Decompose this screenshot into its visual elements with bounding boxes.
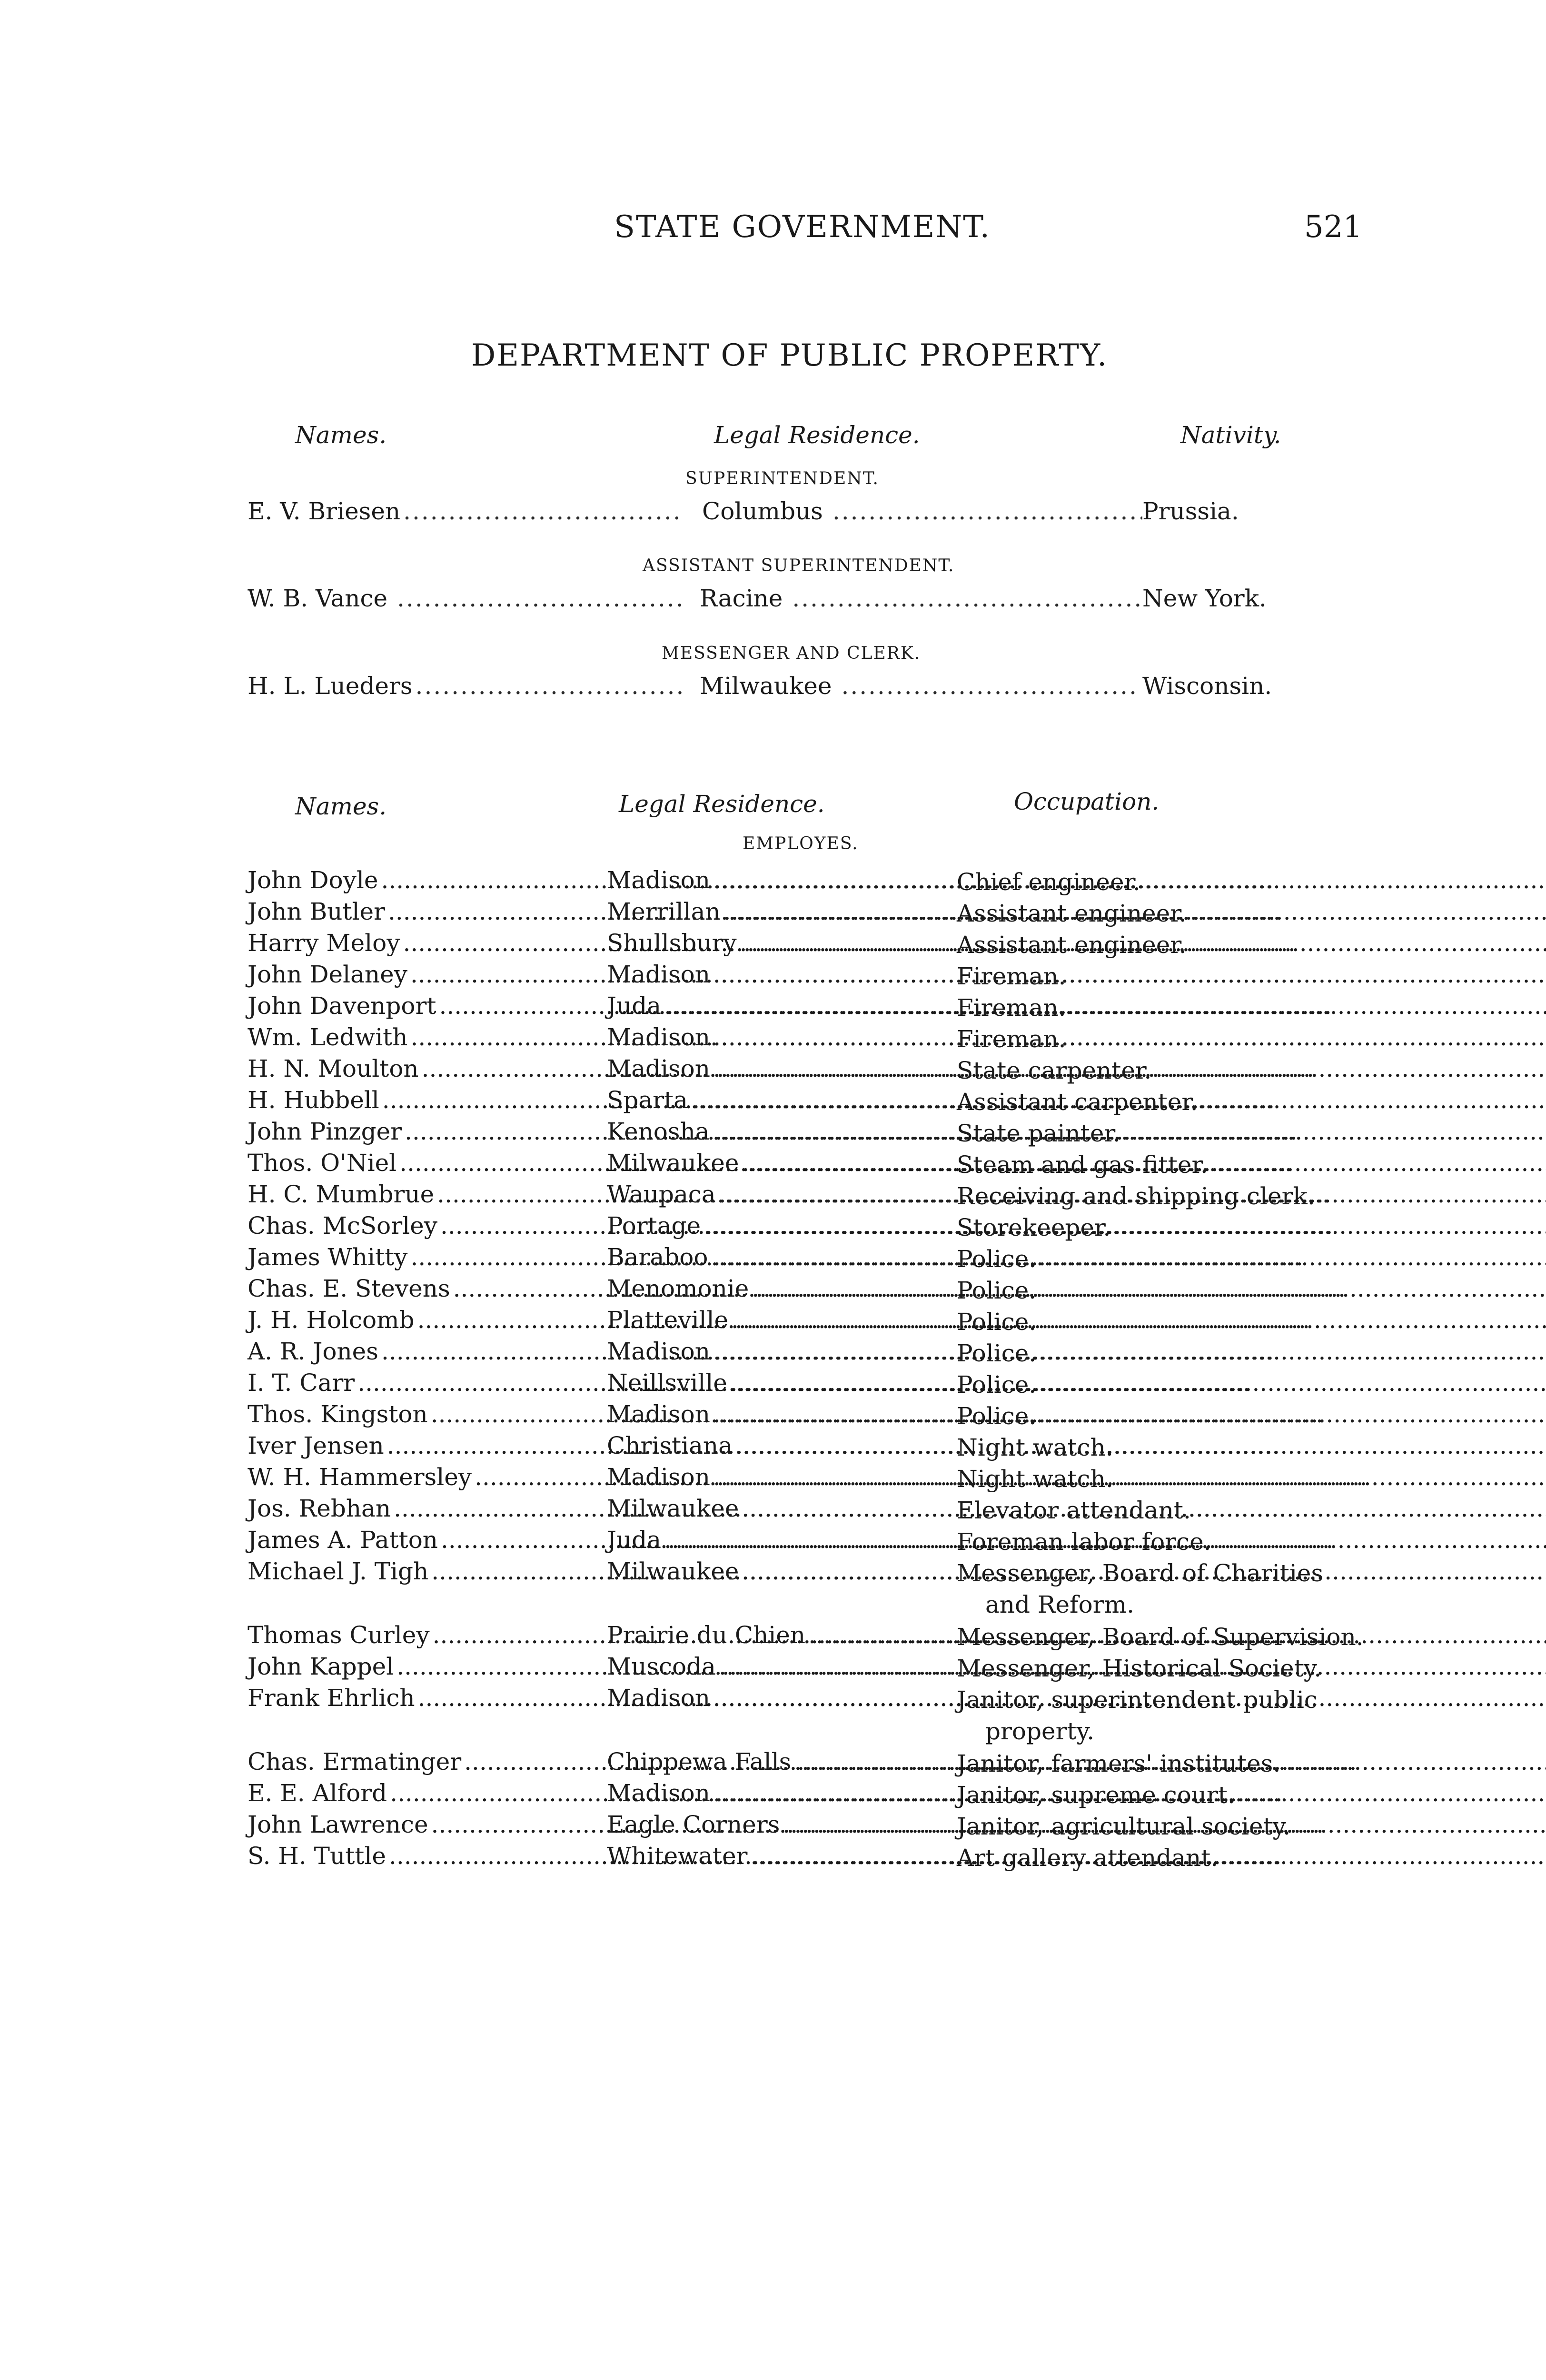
employee-name: James Whitty <box>248 1243 408 1271</box>
table-row <box>0 898 1546 929</box>
employee-residence: Juda <box>607 992 662 1020</box>
employee-occupation: Receiving and shipping clerk. <box>957 1182 1315 1210</box>
department-title: DEPARTMENT OF PUBLIC PROPERTY. <box>471 338 1108 373</box>
officer-row <box>0 672 1546 703</box>
employee-name: John Doyle <box>248 866 378 894</box>
employee-residence: Madison. <box>607 1023 718 1051</box>
employee-occupation: State carpenter. <box>957 1057 1152 1084</box>
table-row <box>0 1684 1546 1748</box>
officer-residence: Racine <box>700 585 783 612</box>
employee-name: J. H. Holcomb <box>248 1306 415 1334</box>
officer-nativity: New York. <box>1142 585 1267 612</box>
employee-residence: Christiana <box>607 1432 733 1459</box>
page-number: 521 <box>1304 209 1363 245</box>
table-row <box>0 1086 1546 1118</box>
employes-col-residence: Legal Residence. <box>619 790 825 818</box>
table-row <box>0 1306 1546 1338</box>
employee-residence: Muscoda <box>607 1653 716 1680</box>
employee-residence: Milwaukee <box>607 1495 739 1522</box>
employee-name: Thomas Curley <box>248 1621 430 1649</box>
employee-occupation-continued: and Reform. <box>985 1591 1134 1618</box>
employee-name: Chas. E. Stevens <box>248 1275 450 1302</box>
officers-col-nativity: Nativity. <box>1180 421 1281 449</box>
employee-occupation: Messenger, Board of Charities <box>957 1559 1324 1587</box>
table-row <box>0 1748 1546 1779</box>
table-row <box>0 1621 1546 1653</box>
officer-residence: Milwaukee <box>700 672 832 700</box>
employee-name: Wm. Ledwith <box>248 1023 408 1051</box>
officer-name: E. V. Briesen <box>248 497 401 525</box>
table-row <box>0 1432 1546 1463</box>
officer-row <box>0 497 1546 528</box>
section-heading-assistant-superintendent: ASSISTANT SUPERINTENDENT. <box>643 556 955 575</box>
employee-occupation: Chief engineer. <box>957 868 1140 896</box>
employee-occupation: Night watch. <box>957 1465 1113 1493</box>
employee-occupation: Police. <box>957 1371 1037 1398</box>
table-row <box>0 992 1546 1023</box>
officer-name: H. L. Lueders <box>248 672 413 700</box>
employee-occupation: Police. <box>957 1308 1037 1336</box>
table-row <box>0 1653 1546 1684</box>
employee-residence: Milwaukee <box>607 1557 739 1585</box>
employee-name: Chas. Ermatinger <box>248 1748 462 1775</box>
section-heading-superintendent: SUPERINTENDENT. <box>685 469 879 488</box>
employee-residence: Shullsbury <box>607 929 737 957</box>
table-row <box>0 1842 1546 1874</box>
employee-residence: Prairie du Chien <box>607 1621 806 1649</box>
employee-residence: Baraboo <box>607 1243 708 1271</box>
officer-nativity: Prussia. <box>1142 497 1239 525</box>
employee-name: John Lawrence <box>248 1811 428 1838</box>
employee-name: H. N. Moulton <box>248 1055 419 1082</box>
employee-name: John Kappel <box>248 1653 394 1680</box>
employee-occupation: Police. <box>957 1339 1037 1367</box>
employee-residence: Madison <box>607 961 710 988</box>
employee-name: Michael J. Tigh <box>248 1557 429 1585</box>
employee-occupation: Assistant carpenter. <box>957 1088 1198 1116</box>
table-row <box>0 1243 1546 1275</box>
table-row <box>0 1118 1546 1149</box>
employee-occupation: Foreman labor force. <box>957 1528 1211 1556</box>
employee-name: John Pinzger <box>248 1118 402 1145</box>
employee-occupation: Janitor, supreme court. <box>957 1781 1235 1809</box>
table-row <box>0 1149 1546 1180</box>
table-row <box>0 1023 1546 1055</box>
table-row <box>0 1180 1546 1212</box>
employee-occupation: Night watch. <box>957 1434 1113 1461</box>
employee-occupation: Art gallery attendant. <box>957 1844 1219 1872</box>
employee-occupation: Police. <box>957 1277 1037 1304</box>
officer-row <box>0 585 1546 615</box>
employee-occupation: Janitor, agricultural society. <box>957 1813 1291 1840</box>
employee-occupation: Messenger, Historical Society. <box>957 1655 1322 1682</box>
employes-col-occupation: Occupation. <box>1014 788 1160 815</box>
employee-occupation: Steam and gas fitter. <box>957 1151 1208 1179</box>
employee-name: John Delaney <box>248 961 407 988</box>
table-row <box>0 1463 1546 1495</box>
employee-name: W. H. Hammersley <box>248 1463 472 1491</box>
employee-residence: Waupaca <box>607 1180 716 1208</box>
officers-col-residence: Legal Residence. <box>714 421 920 449</box>
employee-name: John Butler <box>248 898 385 925</box>
running-head: STATE GOVERNMENT. <box>614 209 991 245</box>
table-row <box>0 1400 1546 1432</box>
employee-name: Chas. McSorley <box>248 1212 437 1240</box>
employee-residence: Madison <box>607 1463 710 1491</box>
officer-name: W. B. Vance <box>248 585 388 612</box>
employee-residence: Sparta <box>607 1086 688 1114</box>
officer-residence: Columbus <box>702 497 823 525</box>
employee-name: Thos. O'Niel <box>248 1149 397 1177</box>
employee-name: E. E. Alford <box>248 1779 387 1807</box>
employee-occupation: Police. <box>957 1402 1037 1430</box>
employee-residence: Juda <box>607 1526 662 1554</box>
employee-name: Jos. Rebhan <box>248 1495 391 1522</box>
table-row <box>0 1811 1546 1842</box>
table-row <box>0 1055 1546 1086</box>
employee-residence: Madison <box>607 1779 710 1807</box>
section-heading-messenger-clerk: MESSENGER AND CLERK. <box>662 644 921 663</box>
employee-occupation: Fireman. <box>957 962 1066 990</box>
employee-name: A. R. Jones <box>248 1338 378 1365</box>
employee-name: Harry Meloy <box>248 929 400 957</box>
employee-name: Thos. Kingston <box>248 1400 428 1428</box>
table-row <box>0 1557 1546 1621</box>
employee-name: James A. Patton <box>248 1526 438 1554</box>
employee-residence: Merrillan <box>607 898 721 925</box>
employee-occupation: Assistant engineer. <box>957 900 1187 927</box>
officers-col-names: Names. <box>295 421 387 449</box>
employee-name: John Davenport <box>248 992 436 1020</box>
employee-residence: Menomonie <box>607 1275 749 1302</box>
employee-occupation: Storekeeper. <box>957 1214 1111 1241</box>
employee-occupation: Fireman. <box>957 1025 1066 1053</box>
employee-name: S. H. Tuttle <box>248 1842 386 1870</box>
employee-residence: Portage <box>607 1212 701 1240</box>
table-row <box>0 1338 1546 1369</box>
employes-list <box>0 866 1546 1874</box>
employee-residence: Milwaukee <box>607 1149 739 1177</box>
employee-name: H. C. Mumbrue <box>248 1180 435 1208</box>
employee-occupation: Messenger, Board of Supervision. <box>957 1623 1364 1651</box>
employee-occupation: Police. <box>957 1245 1037 1273</box>
employee-occupation: Elevator attendant. <box>957 1497 1191 1524</box>
employee-occupation-continued: property. <box>985 1717 1095 1745</box>
section-heading-employes: EMPLOYES. <box>743 834 859 853</box>
employee-name: Frank Ehrlich <box>248 1684 415 1712</box>
employee-residence: Madison <box>607 1400 710 1428</box>
employee-residence: Madison <box>607 1338 710 1365</box>
table-row <box>0 1369 1546 1400</box>
employee-occupation: Assistant engineer. <box>957 931 1187 959</box>
employee-occupation: Janitor, superintendent public <box>957 1686 1318 1714</box>
employee-residence: Eagle Corners <box>607 1811 780 1838</box>
officer-nativity: Wisconsin. <box>1142 672 1272 700</box>
table-row <box>0 1212 1546 1243</box>
table-row <box>0 929 1546 961</box>
employee-residence: Platteville <box>607 1306 729 1334</box>
employee-occupation: Janitor, farmers' institutes. <box>957 1750 1281 1777</box>
employes-col-names: Names. <box>295 793 387 820</box>
employee-occupation: State painter. <box>957 1120 1120 1147</box>
employee-name: Iver Jensen <box>248 1432 384 1459</box>
employee-occupation: Fireman. <box>957 994 1066 1021</box>
table-row <box>0 1526 1546 1557</box>
employee-residence: Chippewa Falls <box>607 1748 792 1775</box>
employee-residence: Kenosha <box>607 1118 710 1145</box>
employee-residence: Whitewater <box>607 1842 748 1870</box>
table-row <box>0 1779 1546 1811</box>
table-row <box>0 1495 1546 1526</box>
employee-residence: Madison <box>607 866 710 894</box>
employee-name: I. T. Carr <box>248 1369 355 1397</box>
table-row <box>0 961 1546 992</box>
table-row <box>0 1275 1546 1306</box>
table-row <box>0 866 1546 898</box>
employee-residence: Madison <box>607 1055 710 1082</box>
employee-residence: Neillsville <box>607 1369 727 1397</box>
employee-residence: Madison <box>607 1684 710 1712</box>
employee-name: H. Hubbell <box>248 1086 379 1114</box>
